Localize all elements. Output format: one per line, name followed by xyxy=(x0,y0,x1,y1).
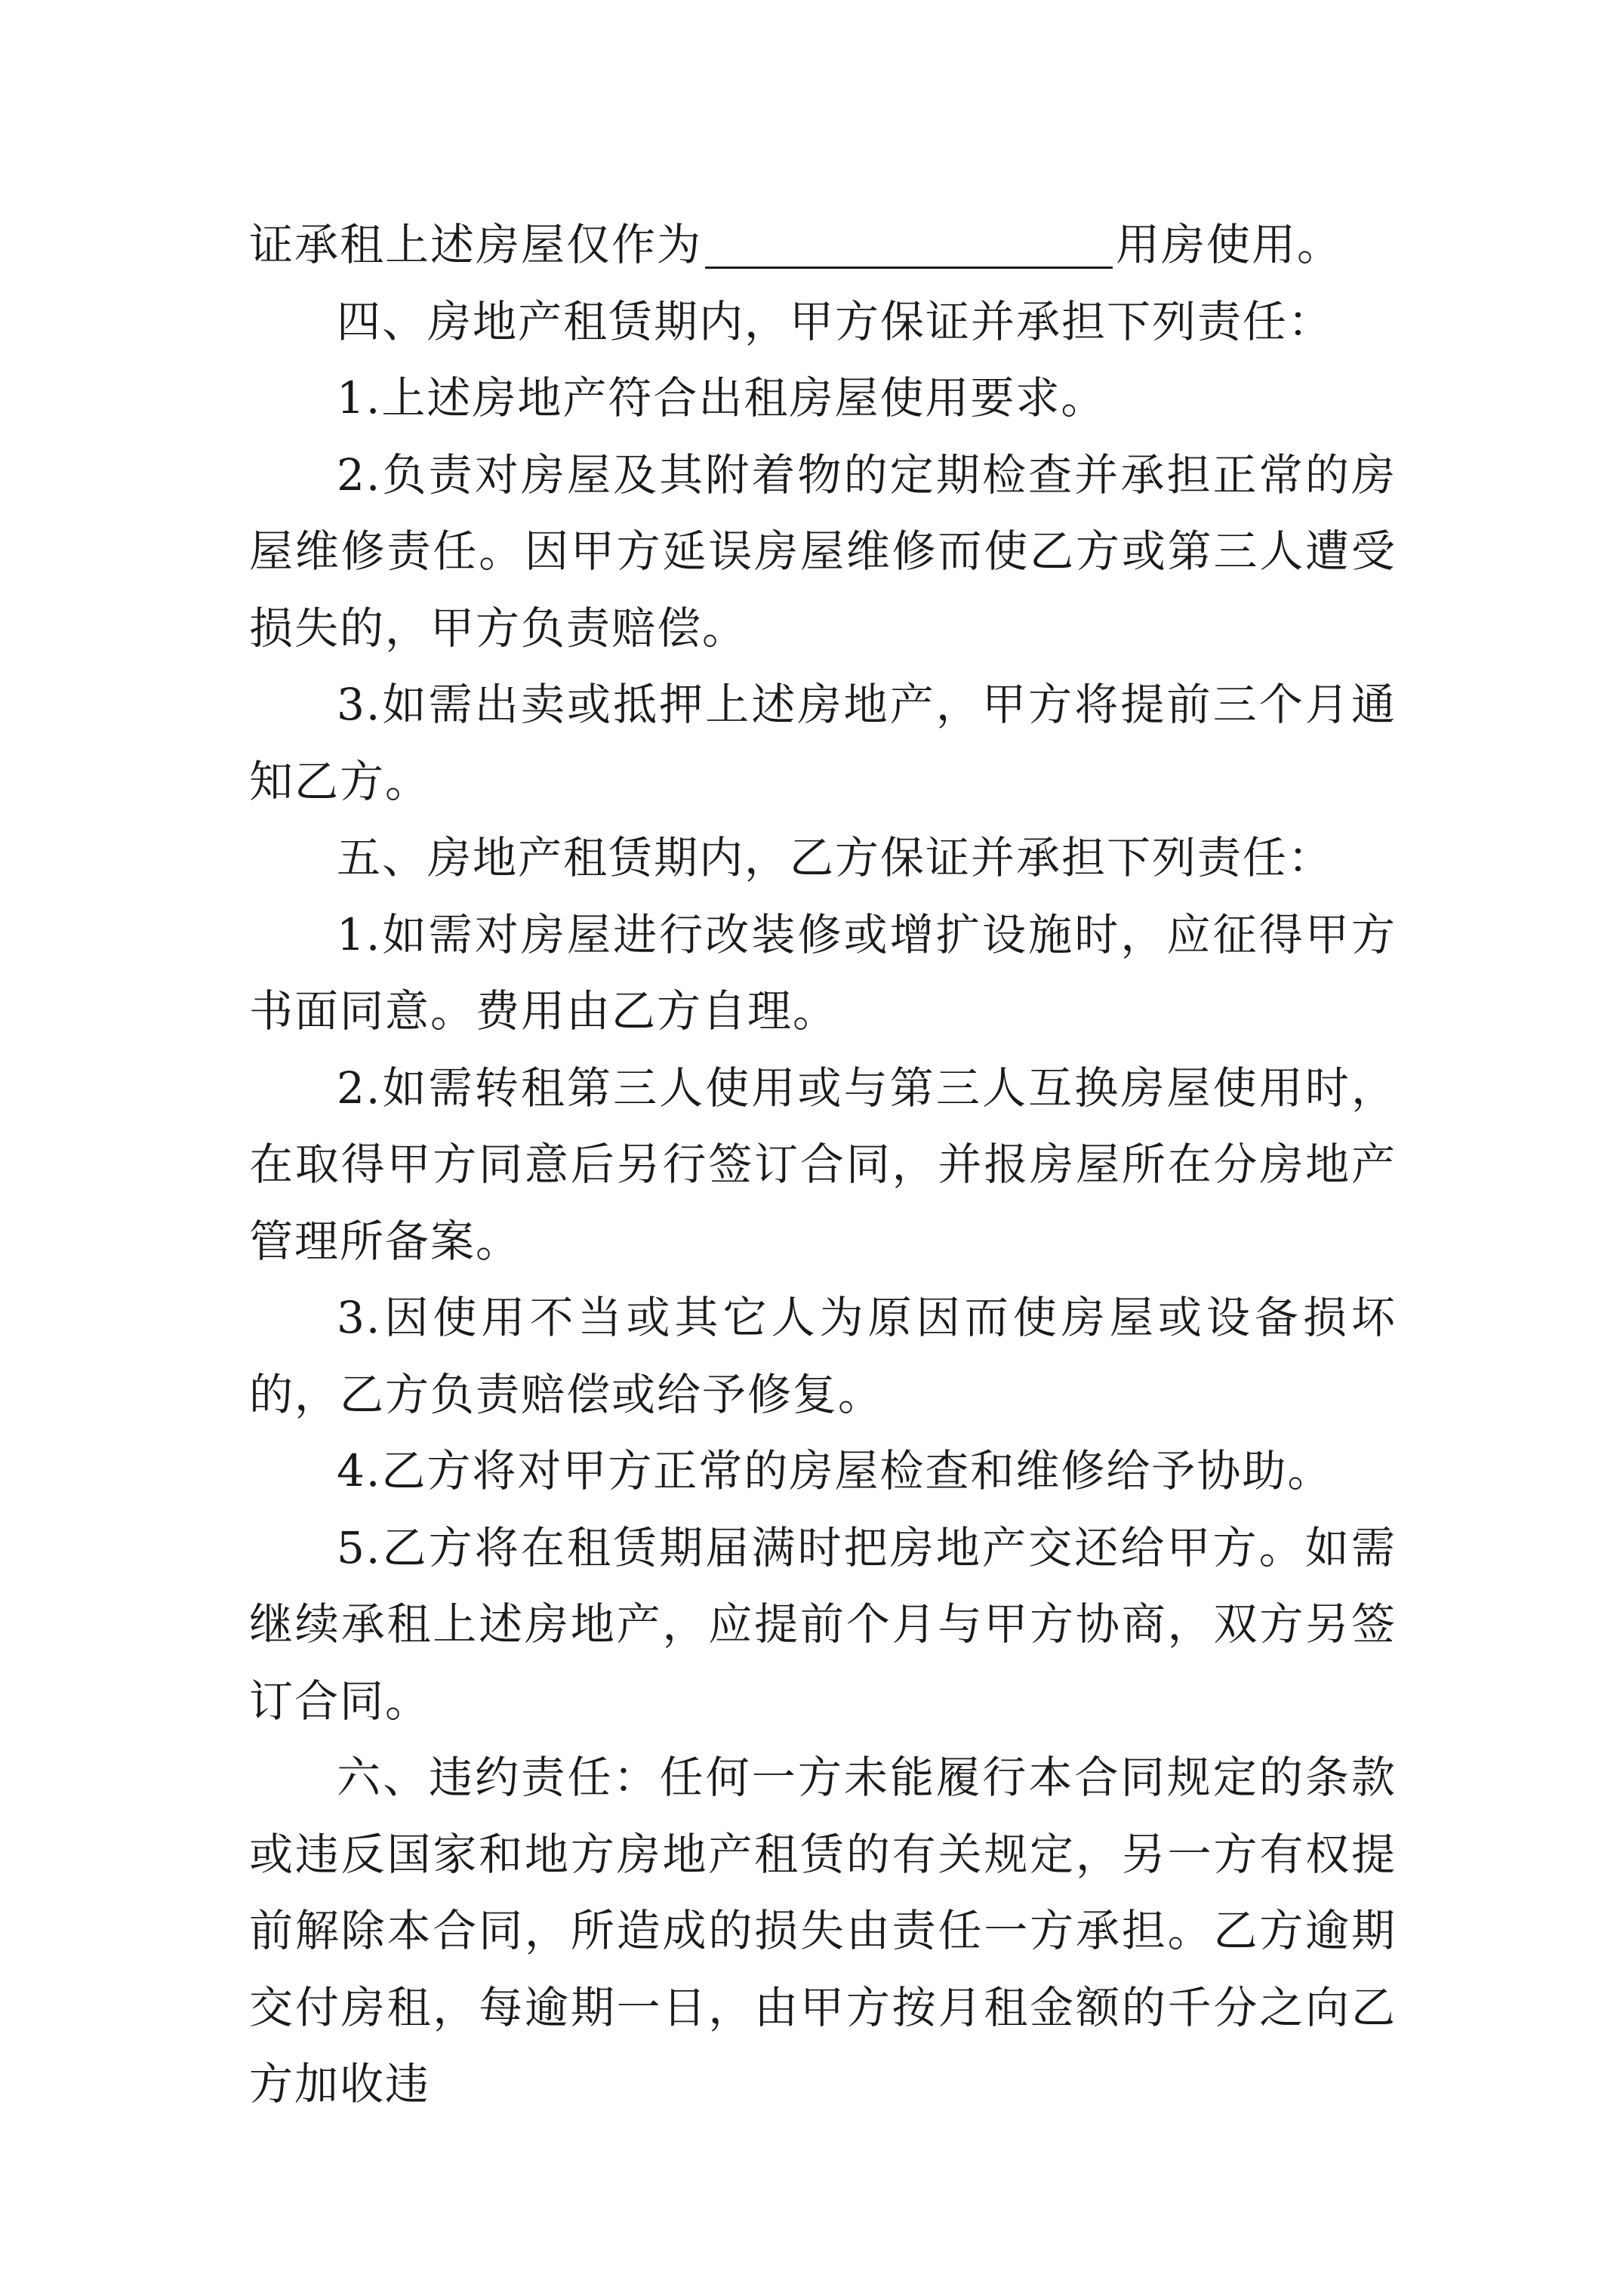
section-four-item-2: 2.负责对房屋及其附着物的定期检查并承担正常的房屋维修责任。因甲方延误房屋维修而使乙方或第三人遭受损失的，甲方负责赔偿。 xyxy=(249,448,1397,654)
section-four-item-3: 3.如需出卖或抵押上述房地产，甲方将提前三个月通知乙方。 xyxy=(249,679,1397,807)
section-four-heading: 四、房地产租赁期内，甲方保证并承担下列责任： xyxy=(337,295,1334,347)
usage-clause-before: 证承租上述房屋仅作为 xyxy=(249,219,703,270)
section-five-item-3: 3.因使用不当或其它人为原因而使房屋或设备损坏的，乙方负责赔偿或给予修复。 xyxy=(249,1292,1397,1420)
section-five-item-4: 4.乙方将对甲方正常的房屋检查和维修给予协助。 xyxy=(337,1445,1333,1496)
usage-purpose-blank xyxy=(705,223,1113,269)
paragraph-usage-clause xyxy=(249,207,1397,284)
section-five-heading: 五、房地产租赁期内，乙方保证并承担下列责任： xyxy=(337,832,1334,883)
section-six-breach-liability: 六、违约责任：任何一方未能履行本合同规定的条款或违反国家和地方房地产租赁的有关规定，另一方有权提前解除本合同，所造成的损失由责任一方承担。乙方逾期交付房租，每逾期一日，由甲方按月租金额的千分之向乙方加收违 xyxy=(249,1752,1397,2110)
usage-clause-after: 用房使用。 xyxy=(1116,219,1343,270)
contract-body xyxy=(249,207,1397,2123)
section-five-item-2: 2.如需转租第三人使用或与第三人互换房屋使用时，在取得甲方同意后另行签订合同，并报房屋所在分房地产管理所备案。 xyxy=(249,1062,1397,1267)
section-five-item-1: 1.如需对房屋进行改装修或增扩设施时，应征得甲方书面同意。费用由乙方自理。 xyxy=(249,908,1397,1037)
section-five-item-5: 5.乙方将在租赁期届满时把房地产交还给甲方。如需继续承租上述房地产，应提前个月与甲方协商，双方另签订合同。 xyxy=(249,1521,1397,1727)
section-four-item-1: 1.上述房地产符合出租房屋使用要求。 xyxy=(337,372,1107,424)
